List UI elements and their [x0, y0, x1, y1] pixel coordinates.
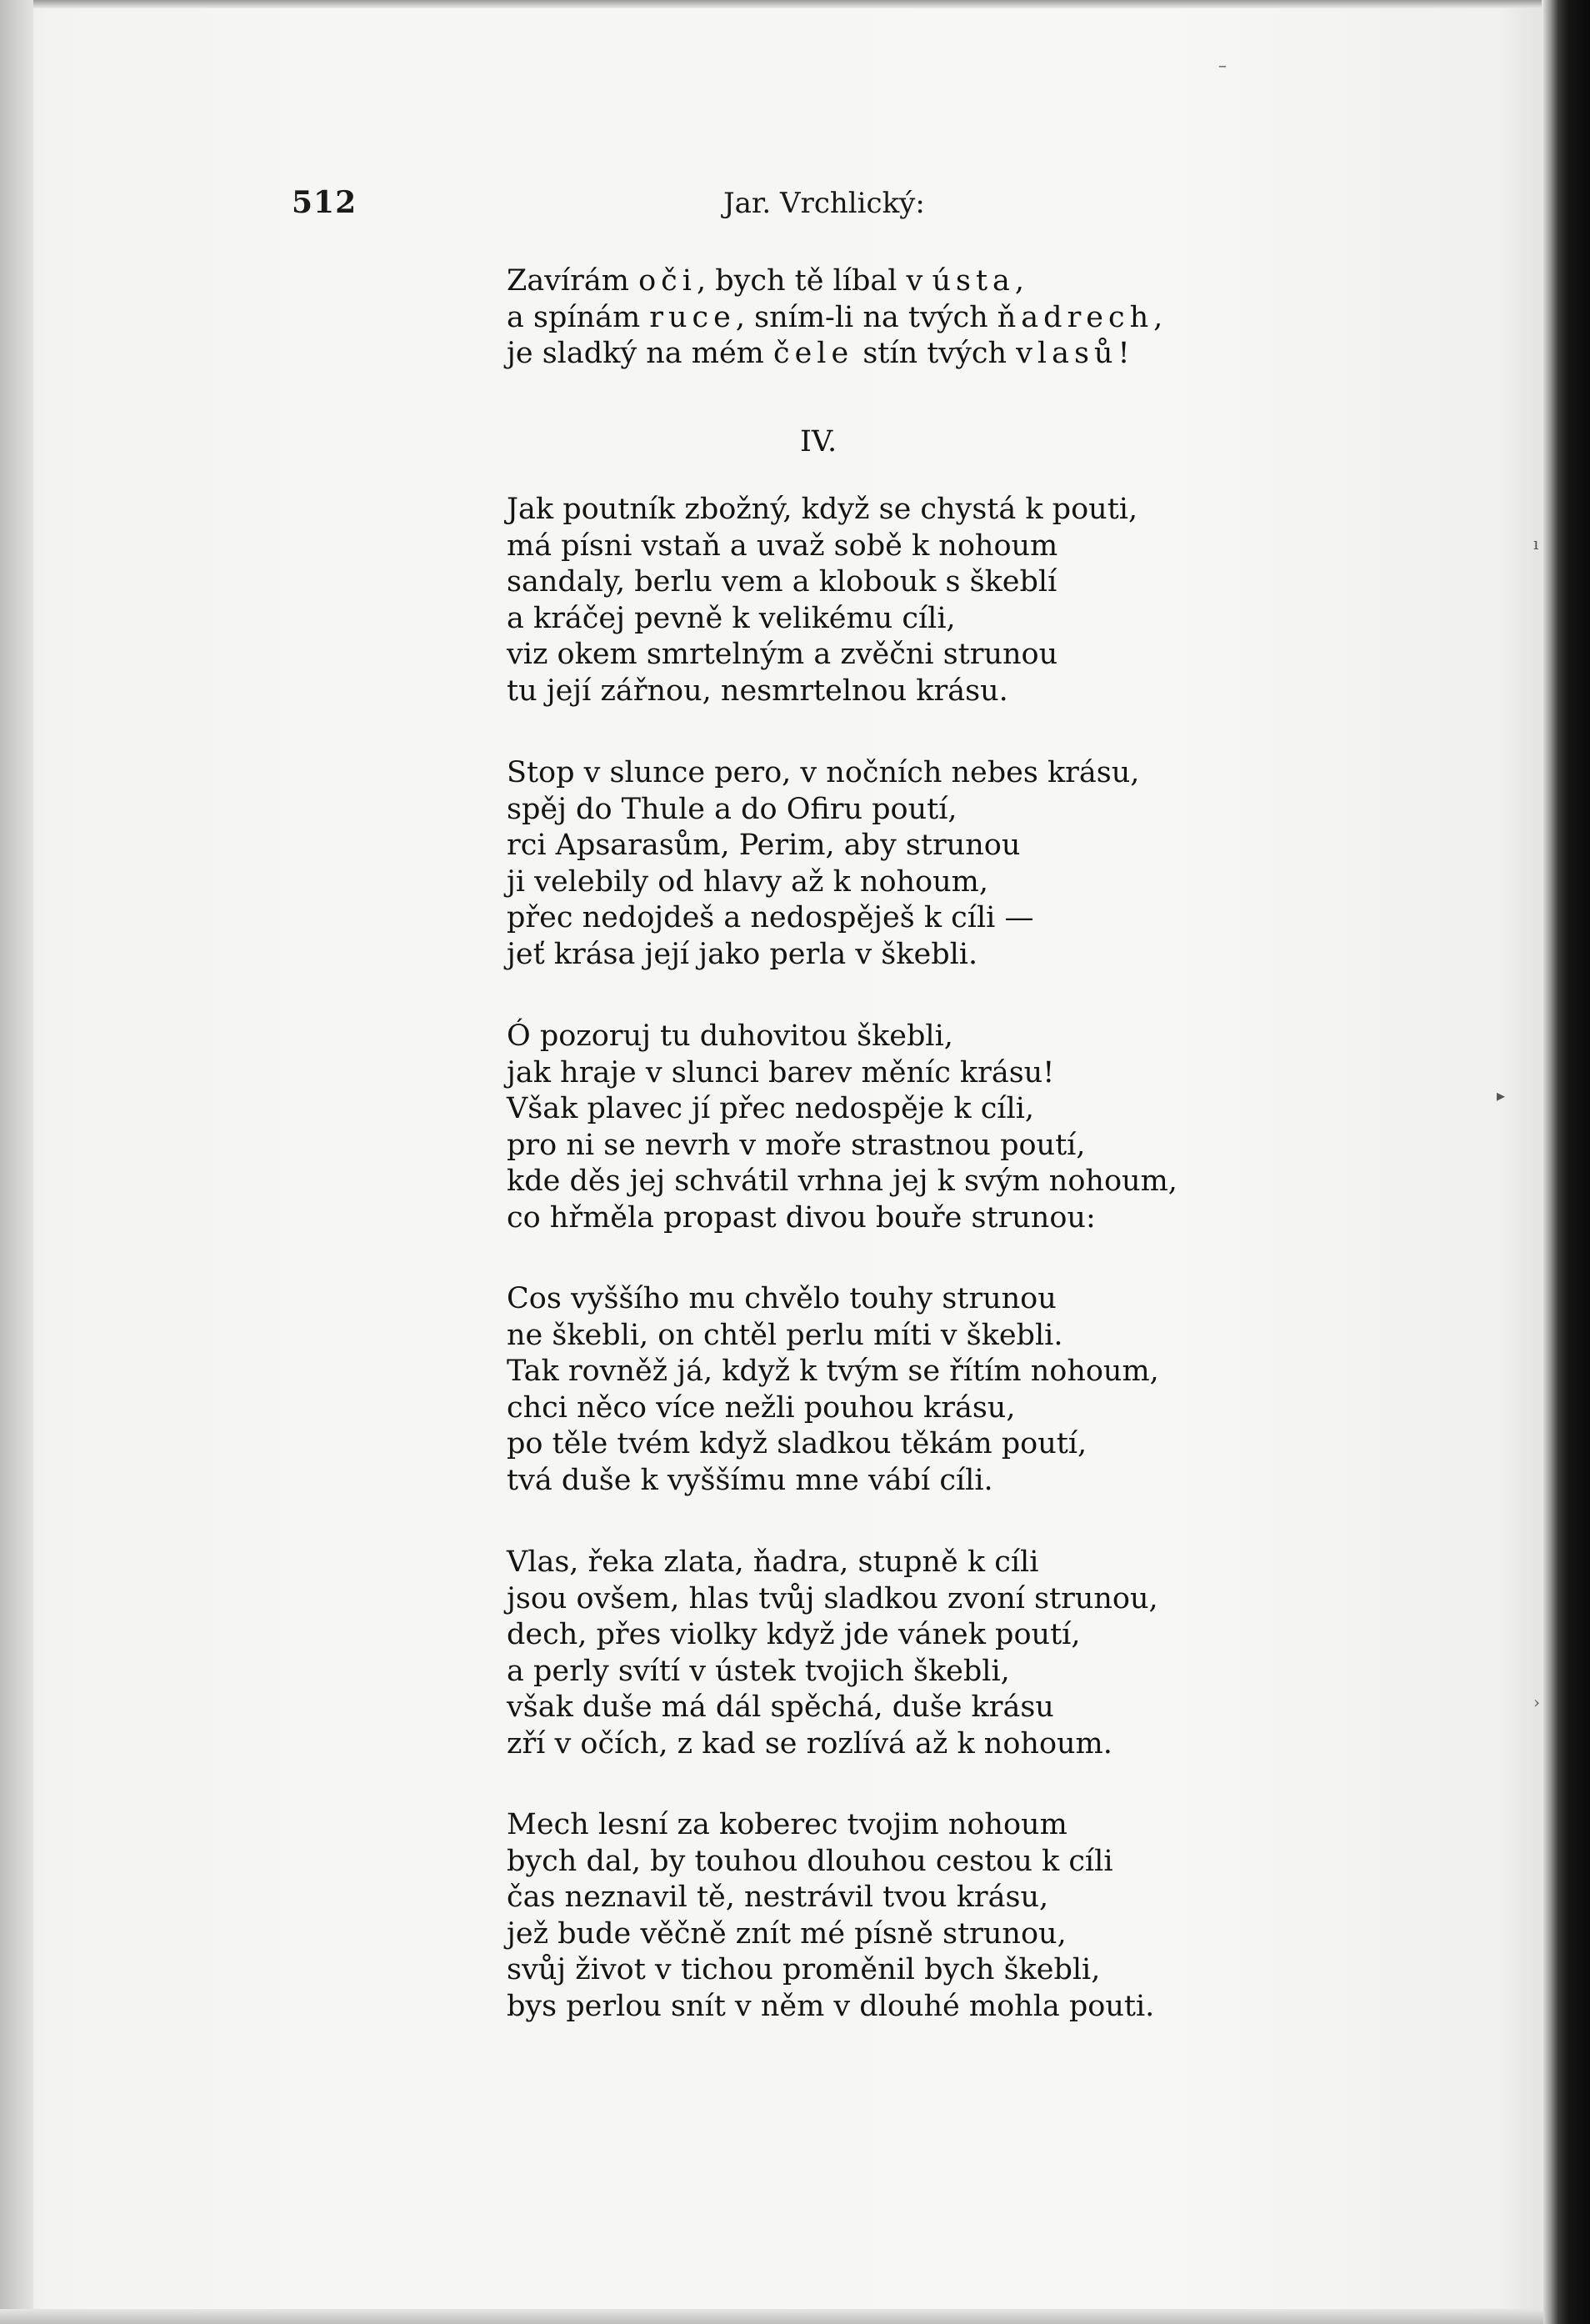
verse-line: Mech lesní za koberec tvojim nohoum: [507, 1808, 1068, 1841]
stanza-6: [507, 1807, 1340, 2026]
verse-line: má písni vstaň a uvaž sobě k nohoum: [507, 528, 1058, 563]
verse-line: ne škebli, on chtěl perlu míti v škebli.: [507, 1318, 1063, 1352]
verse-line: rci Apsarasům, Perim, aby strunou: [507, 829, 1021, 863]
verse-text: !: [1118, 337, 1130, 371]
verse-text: a spínám: [507, 300, 650, 334]
spaced-word: čele: [772, 337, 854, 371]
page-header: [292, 185, 958, 227]
verse-line: co hřměla propast divou bouře strunou:: [507, 1200, 1096, 1235]
print-speck: ▸: [1497, 1085, 1506, 1105]
verse-line: tvá duše k vyššímu mne vábí cíli.: [507, 1463, 993, 1497]
verse-text: , sním-li na tvých: [735, 300, 998, 334]
verse-line: Stop v slunce pero, v nočních nebes krásu,: [507, 756, 1140, 789]
verse-line: pro ni se nevrh v moře strastnou poutí,: [507, 1128, 1086, 1162]
verse-text: stín tvých: [853, 337, 1017, 371]
verse-text: Zavírám: [507, 264, 639, 298]
verse-line: jak hraje v slunci barev měníc krásu!: [507, 1055, 1055, 1089]
page-bottom-edge: [0, 2309, 1543, 2324]
verse-line: bys perlou snít v něm v dlouhé mohla pouti.: [507, 1989, 1155, 2023]
verse-line: Však plavec jí přec nedospěje k cíli,: [507, 1092, 1035, 1126]
verse-line: Tak rovněž já, když k tvým se řítím nohoum,: [507, 1355, 1159, 1389]
spaced-word: ňadrech: [997, 300, 1154, 334]
verse-line: Cos vyššího mu chvělo touhy strunou: [507, 1282, 1057, 1315]
verse-line: ji velebily od hlavy až k nohoum,: [507, 864, 988, 899]
verse-line: chci něco více nežli pouhou krásu,: [507, 1390, 1016, 1425]
verse-line: Ó pozoruj tu duhovitou škebli,: [507, 1019, 953, 1053]
stanza-5: [507, 1545, 1340, 1763]
page-top-edge: [0, 0, 1542, 8]
verse-line: kde děs jej schvátil vrhna jej k svým nohoum,: [507, 1165, 1178, 1199]
verse-line: svůj život v tichou proměnil bych škebli,: [507, 1953, 1101, 1987]
print-speck: –: [1218, 55, 1227, 75]
stanza-2: [507, 755, 1340, 974]
verse-text: je sladký na mém: [507, 337, 773, 371]
opening-stanza: [507, 263, 1340, 373]
verse-text: ,: [1014, 264, 1025, 298]
verse-line: Vlas, řeka zlata, ňadra, stupně k cíli: [507, 1545, 1039, 1579]
verse-line: jeť krása její jako perla v škebli.: [507, 937, 978, 971]
stanza-1: [507, 492, 1340, 710]
spaced-word: ústa: [932, 264, 1015, 298]
print-speck: ›: [1533, 1692, 1540, 1712]
verse-line: spěj do Thule a do Ofiru poutí,: [507, 792, 958, 826]
section-heading: IV.: [800, 425, 838, 458]
verse-line: [507, 300, 1340, 337]
binding-shadow: [1543, 0, 1590, 2324]
verse-line: a kráčej pevně k velikému cíli,: [507, 601, 956, 635]
spaced-word: vlasů: [1016, 337, 1118, 371]
verse-line: čas neznavil tě, nestrávil tvou krásu,: [507, 1881, 1049, 1915]
verse-line: však duše má dál spěchá, duše krásu: [507, 1690, 1054, 1725]
page-number: 512: [292, 185, 358, 220]
verse-line: jsou ovšem, hlas tvůj sladkou zvoní strunou,: [507, 1581, 1158, 1615]
verse-line: Jak poutník zbožný, když se chystá k pouti,: [507, 493, 1138, 526]
verse-line: [507, 336, 1340, 373]
verse-line: jež bude věčně znít mé písně strunou,: [507, 1916, 1067, 1951]
verse-line: přec nedojdeš a nedospěješ k cíli —: [507, 901, 1034, 935]
verse-line: dech, přes violky když jde vánek poutí,: [507, 1618, 1081, 1652]
verse-line: zří v očích, z kad se rozlívá až k nohoum.: [507, 1726, 1112, 1761]
verse-line: po těle tvém když sladkou těkám poutí,: [507, 1427, 1088, 1461]
verse-text: ,: [1153, 300, 1163, 334]
verse-text: , bych tě líbal v: [696, 264, 932, 298]
stanza-3: [507, 1019, 1340, 1237]
verse-line: bych dal, by touhou dlouhou cestou k cíli: [507, 1844, 1113, 1878]
verse-line: tu její zářnou, nesmrtelnou krásu.: [507, 674, 1008, 708]
verse-line: viz okem smrtelným a zvěčni strunou: [507, 638, 1058, 672]
spaced-word: ruce: [649, 300, 736, 334]
page-left-edge: [0, 0, 33, 2324]
spaced-word: oči: [638, 264, 697, 298]
verse-line: sandaly, berlu vem a klobouk s škeblí: [507, 565, 1058, 599]
verse-line: a perly svítí v ústek tvojich škebli,: [507, 1654, 1010, 1688]
print-speck: ı: [1533, 533, 1539, 553]
verse-line: [507, 263, 1340, 300]
stanza-4: [507, 1281, 1340, 1500]
running-head: Jar. Vrchlický:: [723, 187, 925, 220]
